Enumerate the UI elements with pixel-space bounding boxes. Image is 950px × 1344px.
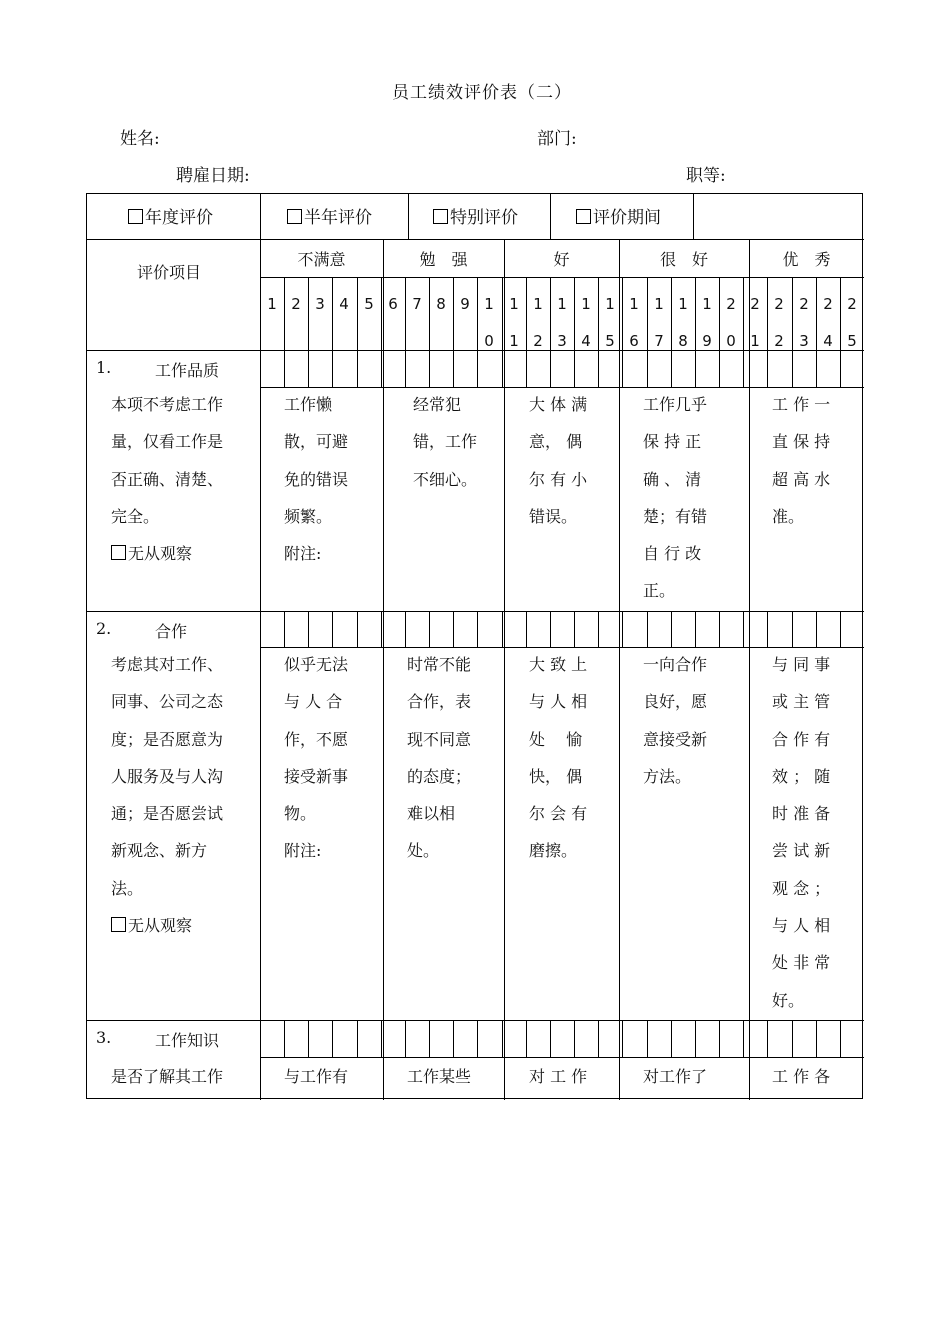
- hire-date-field-label: 聘雇日期:: [176, 166, 250, 186]
- line: 合作，表: [407, 692, 472, 712]
- desc-line: 法。: [111, 878, 144, 898]
- line: 附注:: [284, 544, 322, 564]
- s3-level-4-text: [643, 1058, 707, 1095]
- score-17: 1 7: [654, 295, 664, 350]
- s1-level-1-text: [284, 386, 348, 572]
- s1-level-3-text: [529, 386, 587, 535]
- line: 处 愉: [529, 729, 583, 749]
- line: 确 、 清: [643, 469, 702, 489]
- score-13: 1 3: [557, 295, 567, 350]
- score-5: 5: [364, 295, 374, 313]
- section-3-number: 3.: [96, 1028, 112, 1047]
- score-3: 3: [315, 295, 325, 313]
- line: 观 念 ；: [772, 878, 831, 898]
- desc-line: 是否了解其工作: [111, 1067, 224, 1086]
- line: 直 保 持: [772, 432, 831, 452]
- line: 意接受新: [643, 729, 708, 749]
- score-2: 2: [291, 295, 301, 313]
- line: 附注:: [284, 841, 322, 861]
- line: 时常不能: [407, 655, 472, 674]
- score-8: 8: [436, 295, 446, 313]
- half-year-eval-label: 半年评价: [304, 208, 372, 228]
- line: 合 作 有: [772, 729, 831, 749]
- no-observe-label: 无从观察: [128, 544, 193, 564]
- line: 快， 偶: [529, 766, 583, 786]
- score-9: 9: [460, 295, 470, 313]
- line: 对 工 作: [529, 1067, 588, 1086]
- s3-level-5-text: [772, 1058, 830, 1095]
- line: 超 高 水: [772, 469, 831, 489]
- line: 频繁。: [284, 506, 333, 526]
- score-4: 4: [339, 295, 349, 313]
- line: 好。: [772, 990, 805, 1010]
- level-fair: 勉 强: [419, 250, 468, 269]
- no-observe-label: 无从观察: [128, 916, 193, 936]
- level-unsatisfactory: 不满意: [297, 250, 346, 269]
- line: 散，可避: [284, 432, 349, 452]
- score-16: 1 6: [629, 295, 639, 350]
- section-2-no-observe-checkbox[interactable]: [111, 907, 223, 944]
- s2-level-3-text: [529, 646, 587, 870]
- score-1: 1: [267, 295, 277, 313]
- section-1-title: 工作品质: [155, 361, 220, 380]
- level-good: 好: [553, 250, 570, 269]
- grade-field-label: 职等:: [686, 166, 726, 186]
- checkbox-icon: [576, 209, 591, 224]
- line: 工 作 一: [772, 395, 831, 414]
- score-24: 2 4: [823, 295, 833, 350]
- line: 磨擦。: [529, 841, 578, 861]
- line: 与 同 事: [772, 655, 831, 674]
- line: 或 主 管: [772, 692, 831, 712]
- score-22: 2 2: [774, 295, 784, 350]
- name-field-label: 姓名:: [120, 129, 160, 149]
- line: 免的错误: [284, 469, 349, 489]
- score-7: 7: [412, 295, 422, 313]
- desc-line: 完全。: [111, 506, 160, 526]
- line: 与工作有: [284, 1067, 349, 1086]
- s3-level-3-text: [529, 1058, 587, 1095]
- line: 物。: [284, 804, 317, 824]
- desc-line: 本项不考虑工作: [111, 395, 224, 414]
- checkbox-icon: [111, 545, 126, 560]
- section-2-number: 2.: [96, 619, 112, 638]
- line: 现不同意: [407, 729, 472, 749]
- annual-eval-checkbox[interactable]: [128, 203, 213, 228]
- line: 大 致 上: [529, 655, 588, 674]
- section-1-description: [111, 386, 223, 572]
- evaluation-form-table: [86, 193, 863, 1099]
- desc-line: 考虑其对工作、: [111, 655, 224, 674]
- checkbox-icon: [111, 917, 126, 932]
- score-23: 2 3: [799, 295, 809, 350]
- checkbox-icon: [128, 209, 143, 224]
- level-excellent: 优 秀: [782, 250, 831, 269]
- s1-level-4-text: [643, 386, 707, 610]
- special-eval-label: 特别评价: [450, 208, 518, 228]
- score-21: 2 1: [750, 295, 760, 350]
- eval-items-header: 评价项目: [137, 263, 202, 282]
- line: 处 非 常: [772, 953, 831, 973]
- checkbox-icon: [433, 209, 448, 224]
- section-2-title: 合作: [155, 622, 188, 641]
- section-1-number: 1.: [96, 358, 112, 377]
- level-very-good: 很 好: [659, 250, 708, 269]
- page-title: 员工绩效评价表（二）: [392, 83, 572, 103]
- line: 保 持 正: [643, 432, 702, 452]
- desc-line: 同事、公司之态: [111, 692, 224, 712]
- score-11: 1 1: [509, 295, 519, 350]
- line: 与 人 相: [772, 916, 831, 936]
- score-15: 1 5: [605, 295, 615, 350]
- score-25: 2 5: [847, 295, 857, 350]
- line: 正。: [643, 581, 676, 601]
- line: 工作某些: [407, 1067, 472, 1086]
- s2-level-5-text: [772, 646, 830, 1019]
- line: 工作几乎: [643, 395, 708, 414]
- line: 对工作了: [643, 1067, 708, 1086]
- desc-line: 新观念、新方: [111, 841, 208, 861]
- line: 似乎无法: [284, 655, 349, 674]
- line: 尔 有 小: [529, 469, 588, 489]
- line: 工作懒: [284, 395, 333, 414]
- line: 错误。: [529, 506, 578, 526]
- line: 与 人 合: [284, 692, 343, 712]
- annual-eval-label: 年度评价: [145, 208, 213, 228]
- line: 接受新事: [284, 766, 349, 786]
- line: 难以相: [407, 804, 456, 824]
- special-eval-checkbox[interactable]: [433, 203, 518, 228]
- eval-period-label: 评价期间: [593, 208, 661, 228]
- line: 经常犯: [413, 395, 462, 414]
- line: 时 准 备: [772, 804, 831, 824]
- line: 方法。: [643, 766, 692, 786]
- score-14: 1 4: [581, 295, 591, 350]
- line: 不细心。: [413, 469, 478, 489]
- line: 良好，愿: [643, 692, 708, 712]
- score-6: 6: [388, 295, 398, 313]
- section-3-title: 工作知识: [155, 1031, 220, 1050]
- dept-field-label: 部门:: [537, 129, 577, 149]
- score-10: 1 0: [484, 295, 494, 350]
- line: 大 体 满: [529, 395, 588, 414]
- desc-line: 人服务及与人沟: [111, 766, 224, 786]
- desc-line: 通；是否愿尝试: [111, 804, 224, 824]
- section-1-no-observe-checkbox[interactable]: [111, 535, 223, 572]
- line: 工 作 各: [772, 1067, 831, 1086]
- line: 作，不愿: [284, 729, 349, 749]
- score-20: 2 0: [726, 295, 736, 350]
- desc-line: 否正确、清楚、: [111, 469, 224, 489]
- score-18: 1 8: [678, 295, 688, 350]
- line: 的态度；: [407, 766, 472, 786]
- section-3-description: [111, 1058, 223, 1095]
- section-2-description: [111, 646, 223, 944]
- s1-level-5-text: [772, 386, 830, 535]
- s1-level-2-text: [413, 386, 477, 498]
- s2-level-1-text: [284, 646, 348, 870]
- half-year-eval-checkbox[interactable]: [287, 203, 372, 228]
- checkbox-icon: [287, 209, 302, 224]
- desc-line: 量，仅看工作是: [111, 432, 224, 452]
- line: 一向合作: [643, 655, 708, 674]
- line: 错，工作: [413, 432, 478, 452]
- line: 尔 会 有: [529, 804, 588, 824]
- eval-period-checkbox[interactable]: [576, 203, 661, 228]
- line: 处。: [407, 841, 440, 861]
- s2-level-2-text: [407, 646, 471, 870]
- s3-level-2-text: [407, 1058, 471, 1095]
- s3-level-1-text: [284, 1058, 348, 1095]
- s2-level-4-text: [643, 646, 707, 795]
- score-12: 1 2: [533, 295, 543, 350]
- line: 尝 试 新: [772, 841, 831, 861]
- line: 楚；有错: [643, 506, 708, 526]
- line: 与 人 相: [529, 692, 588, 712]
- line: 准。: [772, 506, 805, 526]
- desc-line: 度；是否愿意为: [111, 729, 224, 749]
- line: 自 行 改: [643, 544, 702, 564]
- line: 效 ； 随: [772, 766, 831, 786]
- score-19: 1 9: [702, 295, 712, 350]
- line: 意， 偶: [529, 432, 583, 452]
